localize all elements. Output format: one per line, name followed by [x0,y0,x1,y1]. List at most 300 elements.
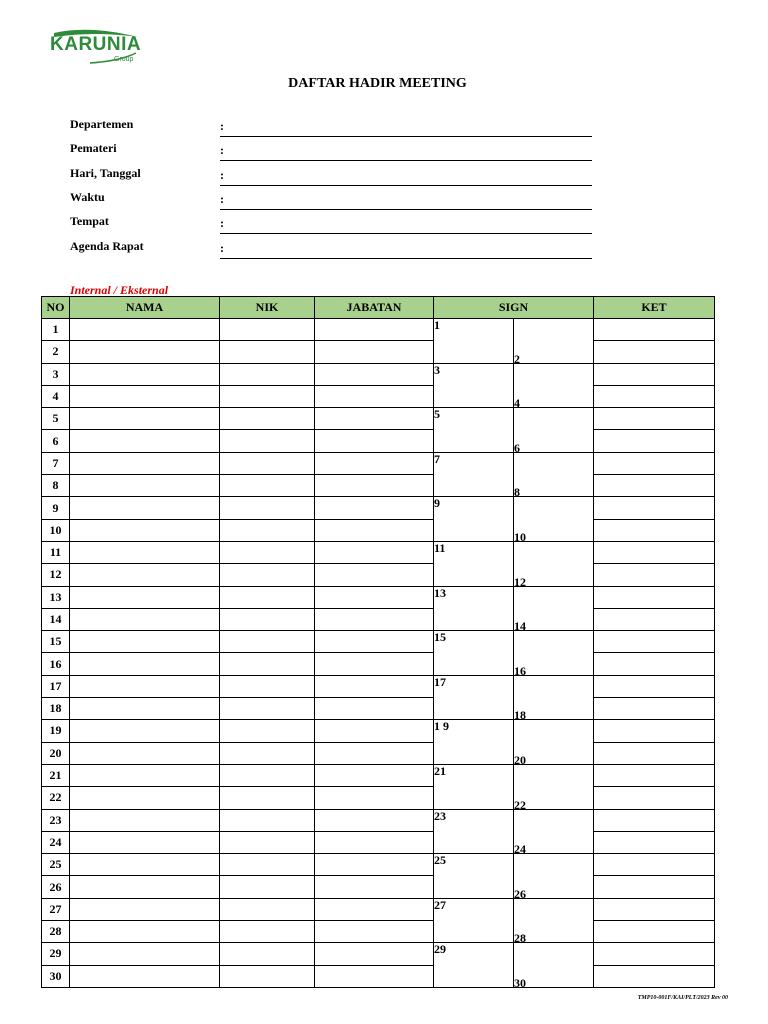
nama-cell[interactable] [70,898,220,920]
sign-cell-left[interactable] [434,720,514,742]
nik-cell[interactable] [220,564,315,586]
table-row [42,653,715,675]
sign-cell-right[interactable] [514,430,594,455]
jabatan-cell[interactable] [315,809,434,831]
row-number: 19 [42,720,70,742]
sign-number: 10 [514,529,526,544]
nama-cell[interactable] [70,965,220,987]
sign-cell-right[interactable] [514,787,594,812]
sign-number: 3 [434,362,440,377]
table-row [42,385,715,407]
jabatan-cell[interactable] [315,921,434,943]
sign-cell-right[interactable] [514,341,594,366]
info-field [70,141,592,165]
jabatan-cell[interactable] [315,742,434,764]
info-field-colon: : [220,143,224,158]
info-field-colon: : [220,216,224,231]
row-number: 14 [42,608,70,630]
nama-cell[interactable] [70,475,220,497]
jabatan-cell[interactable] [315,541,434,563]
sign-cell-left[interactable] [434,675,514,697]
jabatan-cell[interactable] [315,586,434,608]
sign-cell-right[interactable] [514,943,594,965]
row-number: 25 [42,854,70,876]
ket-cell[interactable] [594,898,715,920]
row-number: 21 [42,764,70,786]
info-field [70,166,592,190]
table-row [42,452,715,474]
sign-number: 22 [514,797,526,812]
row-number: 10 [42,519,70,541]
row-number: 20 [42,742,70,764]
sign-cell-right[interactable] [514,385,594,411]
nama-cell[interactable] [70,921,220,943]
jabatan-cell[interactable] [315,519,434,541]
sign-cell-left[interactable] [434,408,514,430]
info-field [70,117,592,141]
nik-cell[interactable] [220,586,315,608]
row-number: 24 [42,831,70,853]
info-field-underline [220,136,592,137]
nik-cell[interactable] [220,430,315,452]
sign-cell-right[interactable] [514,564,594,589]
jabatan-cell[interactable] [315,720,434,742]
sign-cell-right[interactable] [514,653,594,678]
nama-cell[interactable] [70,720,220,742]
row-number: 17 [42,675,70,697]
sign-number: 9 [434,496,440,511]
jabatan-cell[interactable] [315,698,434,720]
sign-cell-left[interactable] [434,608,514,630]
sign-cell-right[interactable] [514,519,594,544]
sign-cell-right[interactable] [514,452,594,474]
sign-cell-right[interactable] [514,631,594,653]
row-number: 2 [42,341,70,363]
nama-cell[interactable] [70,653,220,675]
jabatan-cell[interactable] [315,408,434,430]
info-field-colon: : [220,167,224,182]
nama-cell[interactable] [70,943,220,965]
table-row [42,742,715,764]
sign-number: 20 [514,752,526,767]
ket-cell[interactable] [594,787,715,809]
nama-cell[interactable] [70,430,220,452]
sign-cell-right[interactable] [514,854,594,876]
sign-cell-left[interactable] [434,764,514,786]
info-field-underline [220,233,592,234]
ket-cell[interactable] [594,497,715,519]
info-field [70,239,592,263]
sign-number: 1 [434,318,440,332]
sign-cell-left[interactable] [434,475,514,497]
sign-cell-right[interactable] [514,764,594,786]
jabatan-cell[interactable] [315,898,434,920]
info-field [70,214,592,238]
sign-cell-right[interactable] [514,408,594,430]
page-title: DAFTAR HADIR MEETING [288,76,467,91]
ket-cell[interactable] [594,564,715,586]
table-header-row [42,297,715,319]
sign-cell-left[interactable] [434,854,514,876]
sign-cell-right[interactable] [514,965,594,990]
info-field-colon: : [220,191,224,206]
table-row [42,787,715,809]
jabatan-cell[interactable] [315,831,434,853]
table-row [42,675,715,697]
table-row [42,921,715,943]
sign-number: 8 [514,485,520,500]
row-number: 8 [42,475,70,497]
nik-cell[interactable] [220,943,315,965]
nama-cell[interactable] [70,787,220,809]
nama-cell[interactable] [70,631,220,653]
info-field-underline [220,160,592,161]
sign-number: 6 [514,440,520,455]
row-number: 28 [42,921,70,943]
nik-cell[interactable] [220,608,315,630]
row-number: 5 [42,408,70,430]
nama-cell[interactable] [70,408,220,430]
ket-cell[interactable] [594,831,715,853]
sign-cell-right[interactable] [514,831,594,857]
nik-cell[interactable] [220,742,315,764]
ket-cell[interactable] [594,363,715,385]
sign-cell-left[interactable] [434,943,514,965]
header-nama: NAMA [70,297,220,319]
jabatan-cell[interactable] [315,430,434,452]
ket-cell[interactable] [594,408,715,430]
table-row [42,876,715,898]
nik-cell[interactable] [220,854,315,876]
table-row [42,475,715,497]
nik-cell[interactable] [220,831,315,853]
table-row [42,430,715,452]
row-number: 7 [42,452,70,474]
nik-cell[interactable] [220,475,315,497]
sign-cell-right[interactable] [514,319,594,341]
nama-cell[interactable] [70,586,220,608]
row-number: 16 [42,653,70,675]
row-number: 30 [42,965,70,987]
nik-cell[interactable] [220,809,315,831]
sign-number: 14 [514,619,526,634]
company-logo [50,27,142,67]
jabatan-cell[interactable] [315,608,434,630]
row-number: 3 [42,363,70,385]
nik-cell[interactable] [220,764,315,786]
sign-number: 7 [434,451,440,466]
sign-number: 2 [514,351,520,366]
jabatan-cell[interactable] [315,564,434,586]
ket-cell[interactable] [594,943,715,965]
nama-cell[interactable] [70,519,220,541]
sign-number: 21 [434,763,446,778]
nama-cell[interactable] [70,541,220,563]
nik-cell[interactable] [220,876,315,898]
nik-cell[interactable] [220,541,315,563]
sign-number: 25 [434,853,446,868]
table-row [42,809,715,831]
header-nik: NIK [220,297,315,319]
sign-cell-left[interactable] [434,898,514,920]
sign-cell-left[interactable] [434,319,514,341]
nama-cell[interactable] [70,497,220,519]
table-row [42,363,715,385]
sign-cell-left[interactable] [434,809,514,831]
table-row [42,608,715,630]
nama-cell[interactable] [70,675,220,697]
jabatan-cell[interactable] [315,363,434,385]
sign-cell-left[interactable] [434,787,514,809]
info-field-colon: : [220,240,224,255]
ket-cell[interactable] [594,742,715,764]
ket-cell[interactable] [594,653,715,675]
row-number: 6 [42,430,70,452]
jabatan-cell[interactable] [315,965,434,987]
sign-number: 30 [514,975,526,990]
sign-cell-right[interactable] [514,809,594,831]
row-number: 27 [42,898,70,920]
nama-cell[interactable] [70,385,220,407]
ket-cell[interactable] [594,541,715,563]
sign-number: 5 [434,407,440,422]
nama-cell[interactable] [70,831,220,853]
nama-cell[interactable] [70,764,220,786]
sign-cell-right[interactable] [514,921,594,946]
ket-cell[interactable] [594,965,715,987]
sign-cell-left[interactable] [434,653,514,675]
ket-cell[interactable] [594,519,715,541]
info-field-label: Tempat [70,214,109,229]
row-number: 1 [42,319,70,341]
sign-cell-left[interactable] [434,363,514,385]
ket-cell[interactable] [594,698,715,720]
ket-cell[interactable] [594,385,715,407]
info-field-label: Hari, Tanggal [70,165,141,180]
jabatan-cell[interactable] [315,943,434,965]
jabatan-cell[interactable] [315,385,434,407]
jabatan-cell[interactable] [315,764,434,786]
nik-cell[interactable] [220,497,315,519]
logo-subtext: Group [114,56,134,63]
nik-cell[interactable] [220,965,315,987]
info-field-label: Agenda Rapat [70,238,144,253]
sign-cell-left[interactable] [434,564,514,586]
nama-cell[interactable] [70,363,220,385]
jabatan-cell[interactable] [315,452,434,474]
header-sign: SIGN [434,297,594,319]
info-field-label: Departemen [70,117,134,131]
jabatan-cell[interactable] [315,653,434,675]
table-row [42,564,715,586]
jabatan-cell[interactable] [315,854,434,876]
sign-cell-left[interactable] [434,497,514,519]
nik-cell[interactable] [220,653,315,675]
sign-cell-left[interactable] [434,430,514,452]
nik-cell[interactable] [220,385,315,407]
row-number: 9 [42,497,70,519]
ket-cell[interactable] [594,319,715,341]
table-row [42,764,715,786]
sign-cell-left[interactable] [434,385,514,407]
nik-cell[interactable] [220,319,315,341]
sign-cell-right[interactable] [514,742,594,767]
row-number: 18 [42,698,70,720]
ket-cell[interactable] [594,341,715,363]
sign-number: 1 9 [434,719,449,734]
jabatan-cell[interactable] [315,631,434,653]
nik-cell[interactable] [220,921,315,943]
ket-cell[interactable] [594,675,715,697]
header-jabatan: JABATAN [315,297,434,319]
nik-cell[interactable] [220,675,315,697]
row-number: 29 [42,943,70,965]
ket-cell[interactable] [594,876,715,898]
jabatan-cell[interactable] [315,497,434,519]
sign-number: 18 [514,708,526,723]
sign-cell-left[interactable] [434,586,514,608]
nik-cell[interactable] [220,698,315,720]
nama-cell[interactable] [70,608,220,630]
nama-cell[interactable] [70,452,220,474]
info-field-label: Pemateri [70,141,117,156]
table-row [42,541,715,563]
info-field-underline [220,209,592,210]
table-row [42,519,715,541]
sign-cell-right[interactable] [514,876,594,901]
sign-cell-left[interactable] [434,541,514,563]
sign-number: 11 [434,540,446,555]
sign-number: 26 [514,886,526,901]
ket-cell[interactable] [594,631,715,653]
nik-cell[interactable] [220,898,315,920]
jabatan-cell[interactable] [315,787,434,809]
sign-number: 17 [434,674,446,689]
meeting-type-note: Internal / Eksternal [70,283,169,297]
sign-cell-left[interactable] [434,876,514,898]
ket-cell[interactable] [594,720,715,742]
table-row [42,943,715,965]
table-row [42,408,715,430]
nik-cell[interactable] [220,787,315,809]
jabatan-cell[interactable] [315,475,434,497]
sign-cell-right[interactable] [514,720,594,742]
info-field-underline [220,258,592,259]
table-row [42,497,715,519]
sign-number: 29 [434,942,446,957]
nama-cell[interactable] [70,742,220,764]
row-number: 11 [42,541,70,563]
ket-cell[interactable] [594,854,715,876]
row-number: 12 [42,564,70,586]
nik-cell[interactable] [220,408,315,430]
sign-cell-left[interactable] [434,341,514,363]
sign-cell-left[interactable] [434,698,514,720]
table-row [42,341,715,363]
row-number: 22 [42,787,70,809]
sign-cell-right[interactable] [514,497,594,519]
nik-cell[interactable] [220,452,315,474]
jabatan-cell[interactable] [315,319,434,341]
info-field-label: Waktu [70,189,105,204]
row-number: 23 [42,809,70,831]
jabatan-cell[interactable] [315,876,434,898]
nik-cell[interactable] [220,720,315,742]
nik-cell[interactable] [220,341,315,363]
sign-number: 27 [434,897,446,912]
nik-cell[interactable] [220,519,315,541]
sign-number: 16 [514,663,526,678]
table-row [42,898,715,920]
header-ket: KET [594,297,715,319]
sign-cell-left[interactable] [434,519,514,541]
table-row [42,965,715,987]
sign-cell-right[interactable] [514,541,594,563]
ket-cell[interactable] [594,809,715,831]
table-row [42,631,715,653]
sign-cell-right[interactable] [514,363,594,385]
nama-cell[interactable] [70,319,220,341]
row-number: 15 [42,631,70,653]
ket-cell[interactable] [594,608,715,630]
sign-cell-left[interactable] [434,921,514,943]
sign-number: 15 [434,630,446,645]
nama-cell[interactable] [70,698,220,720]
header-no: NO [42,297,70,319]
sign-number: 28 [514,931,526,946]
sign-cell-right[interactable] [514,586,594,608]
sign-number: 13 [434,585,446,600]
jabatan-cell[interactable] [315,341,434,363]
sign-cell-left[interactable] [434,631,514,653]
ket-cell[interactable] [594,586,715,608]
nama-cell[interactable] [70,854,220,876]
nama-cell[interactable] [70,809,220,831]
jabatan-cell[interactable] [315,675,434,697]
nama-cell[interactable] [70,341,220,363]
sign-cell-right[interactable] [514,698,594,723]
ket-cell[interactable] [594,475,715,497]
sign-cell-right[interactable] [514,898,594,920]
document-code: TMP10-001F/KAI/PLT/2023 Rev 00 [637,995,728,1001]
sign-cell-right[interactable] [514,608,594,634]
row-number: 26 [42,876,70,898]
ket-cell[interactable] [594,430,715,452]
ket-cell[interactable] [594,921,715,943]
info-field [70,190,592,214]
table-row [42,720,715,742]
sign-cell-left[interactable] [434,742,514,764]
table-row [42,854,715,876]
sign-number: 12 [514,574,526,589]
row-number: 4 [42,385,70,407]
sign-cell-left[interactable] [434,452,514,474]
sign-cell-right[interactable] [514,475,594,500]
table-row [42,319,715,341]
info-field-underline [220,185,592,186]
info-field-colon: : [220,119,224,133]
nama-cell[interactable] [70,564,220,586]
nik-cell[interactable] [220,631,315,653]
ket-cell[interactable] [594,764,715,786]
nik-cell[interactable] [220,363,315,385]
sign-cell-left[interactable] [434,965,514,987]
nama-cell[interactable] [70,876,220,898]
sign-cell-right[interactable] [514,675,594,697]
sign-cell-left[interactable] [434,831,514,853]
ket-cell[interactable] [594,452,715,474]
attendance-table [41,296,715,988]
